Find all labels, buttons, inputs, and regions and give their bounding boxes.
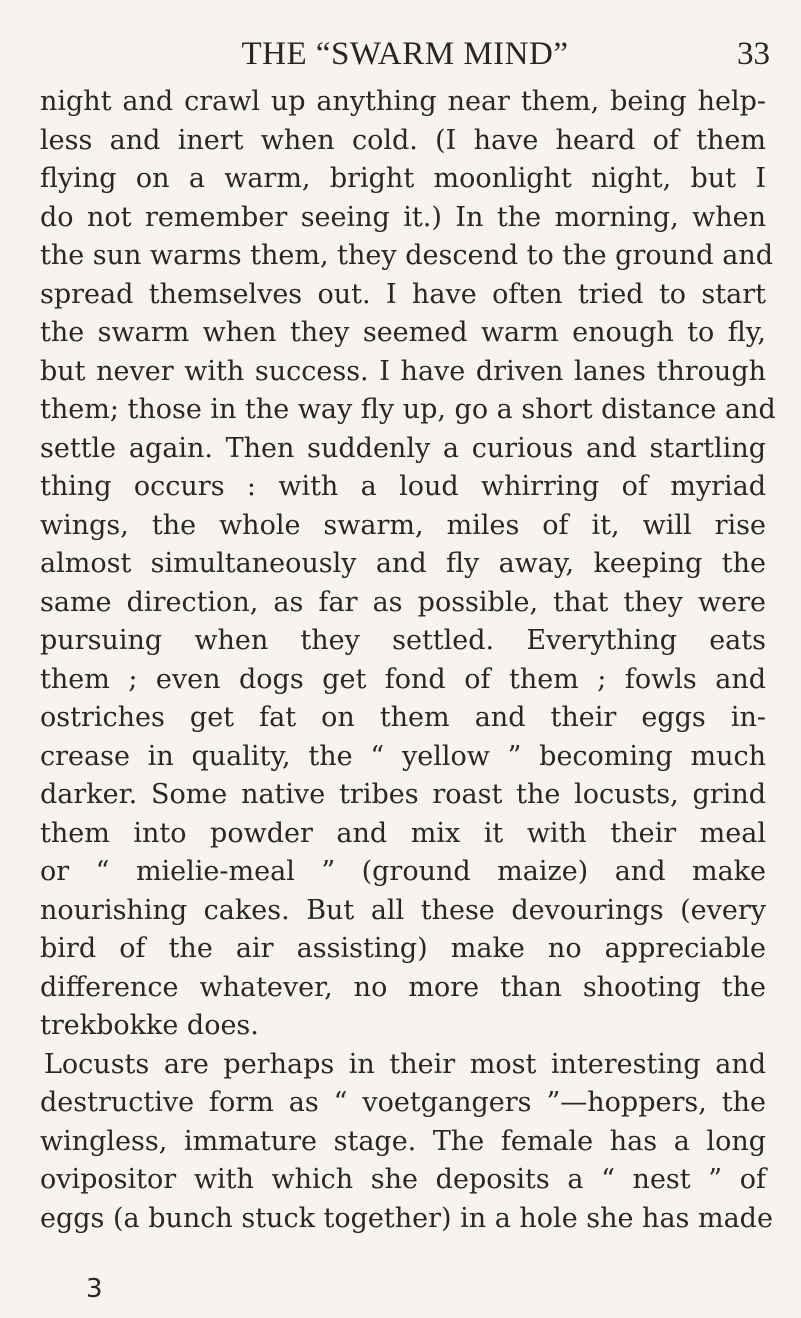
text-line: them into powder and mix it with their meal [40,817,766,849]
text-line: crease in quality, the “ yellow ” becoming much [40,740,766,772]
text-line: thing occurs : with a loud whirring of myriad [40,471,766,502]
page-number: 33 [737,36,770,72]
text-line: or “ mielie-meal ” (ground maize) and make [40,856,766,887]
text-line: same direction, as far as possible, that they were [40,586,766,618]
text-line: difference whatever, no more than shooting the [40,971,766,1003]
text-line: wingless, immature stage. The female has a long [40,1125,766,1157]
signature-mark: 3 [86,1274,103,1304]
text-line: but never with success. I have driven lanes through [40,355,766,387]
text-line: do not remember seeing it.) In the morning, when [40,201,766,233]
text-line: eggs (a bunch stuck together) in a hole she has made [40,1202,773,1234]
text-line: destructive form as “ voetgangers ”—hoppers, the [40,1087,766,1118]
text-line: settle again. Then suddenly a curious and startling [40,432,766,464]
text-line: the sun warms them, they descend to the ground and [40,240,774,271]
text-line: darker. Some native tribes roast the locusts, grind [40,779,766,810]
text-line: flying on a warm, bright moonlight night, but I [40,163,766,194]
text-line: Locusts are perhaps in their most interesting and [44,1048,766,1080]
text-line: almost simultaneously and fly away, keeping the [40,548,766,579]
text-line: spread themselves out. I have often tried to start [40,278,766,310]
text-line: them ; even dogs get fond of them ; fowls and [40,663,766,695]
page-header [40,34,770,74]
text-line: bird of the air assisting) make no appreciable [40,933,766,964]
text-line: night and crawl up anything near them, being help- [40,86,766,117]
text-line: pursuing when they settled. Everything eats [40,625,766,656]
running-title: THE “SWARM MIND” [241,36,569,72]
text-line: ostriches get fat on them and their eggs in- [40,702,766,733]
text-line: them; those in the way fly up, go a short distance and [40,394,776,425]
text-line: nourishing cakes. But all these devourings (every [40,894,766,926]
text-line: trekbokke does. [40,1010,259,1041]
body-text [40,83,776,1238]
text-line: wings, the whole swarm, miles of it, will rise [40,509,766,541]
text-line: less and inert when cold. (I have heard of them [40,124,766,156]
text-line: the swarm when they seemed warm enough to fly, [40,317,766,348]
text-line: ovipositor with which she deposits a “ nest ” of [40,1164,766,1195]
